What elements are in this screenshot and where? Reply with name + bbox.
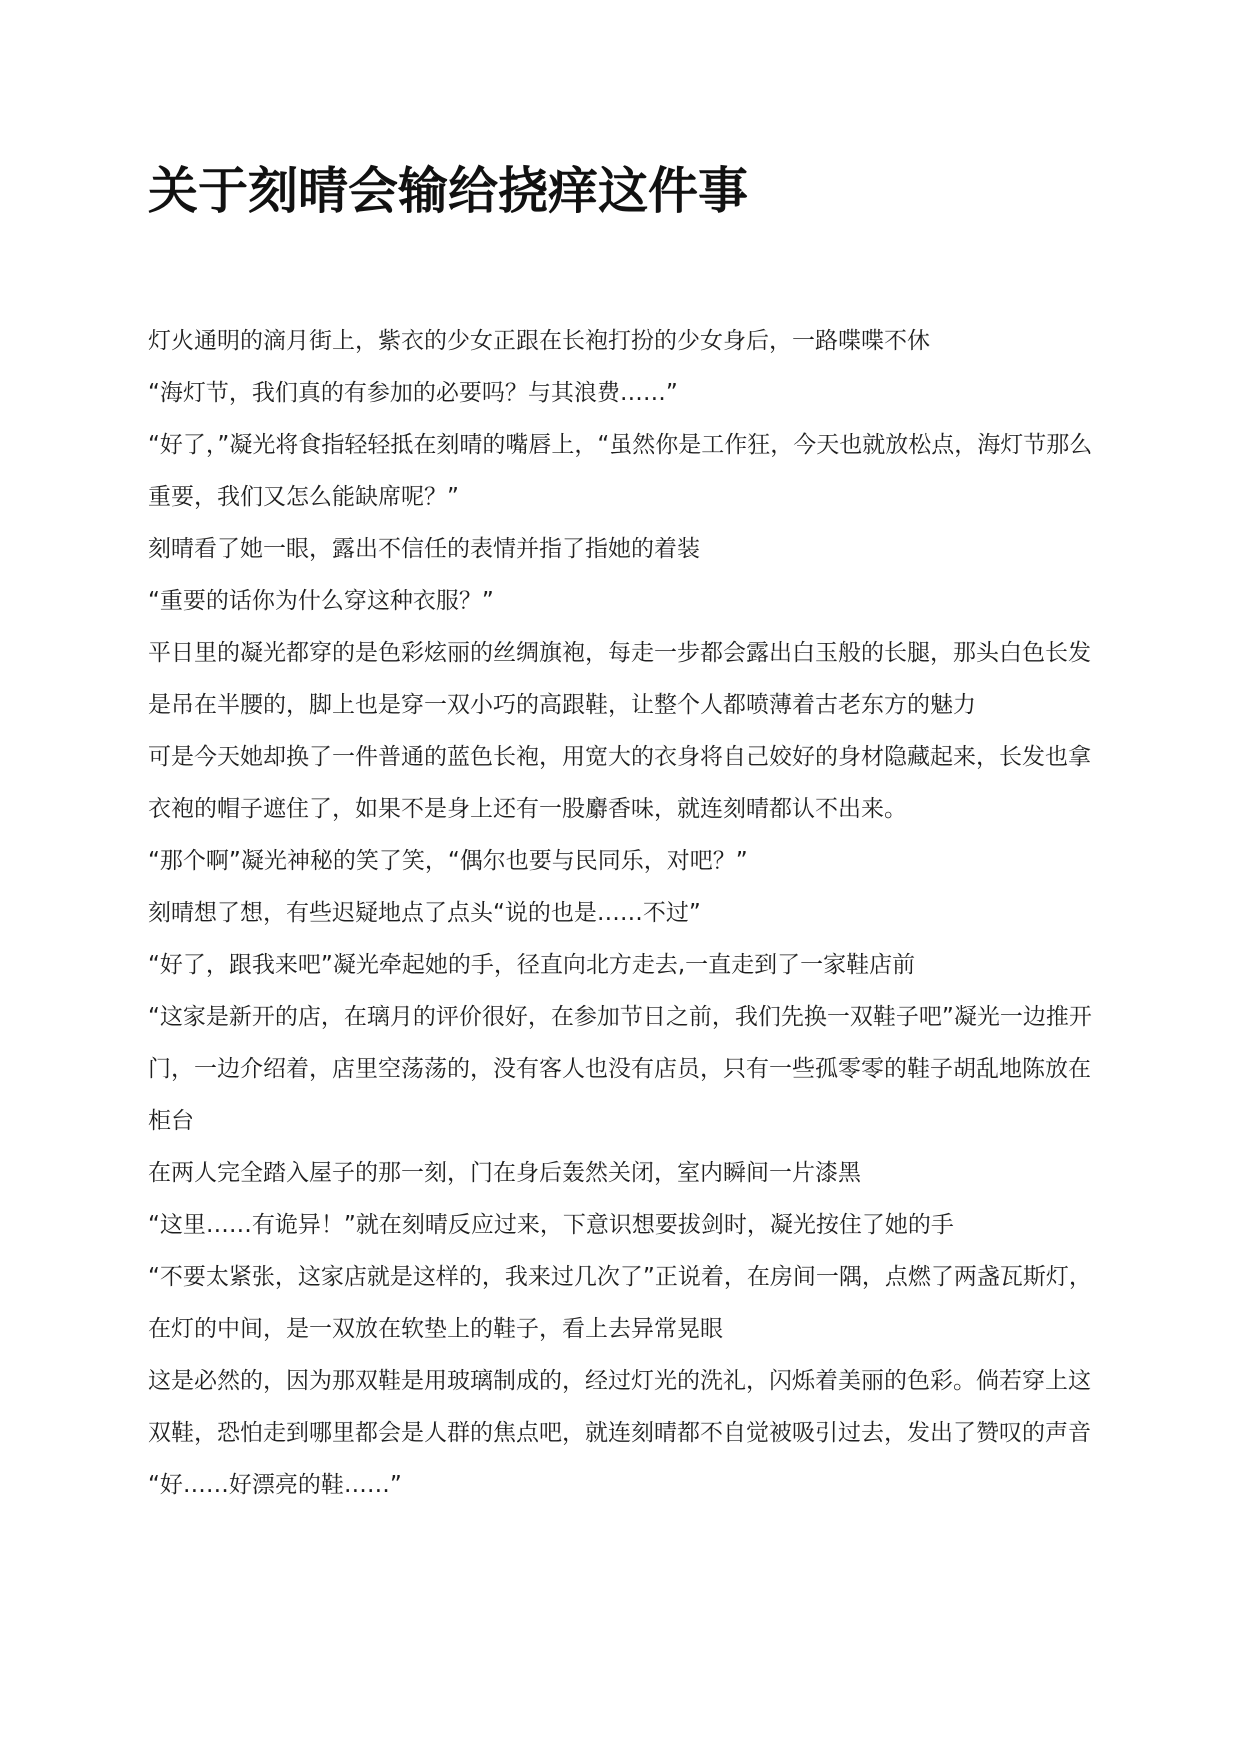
paragraph: “好了，跟我来吧”凝光牵起她的手，径直向北方走去,一直走到了一家鞋店前: [148, 952, 916, 978]
paragraph: “好……好漂亮的鞋……”: [148, 1472, 402, 1498]
paragraph: “不要太紧张，这家店就是这样的，我来过几次了”正说着，在房间一隅，点燃了两盏瓦斯灯，在灯的中间，是一双放在软垫上的鞋子，看上去异常晃眼: [148, 1264, 1092, 1342]
paragraph: 刻晴看了她一眼，露出不信任的表情并指了指她的着装: [148, 536, 700, 562]
paragraph: “那个啊”凝光神秘的笑了笑，“偶尔也要与民同乐，对吧？”: [148, 848, 748, 874]
paragraph: “海灯节，我们真的有参加的必要吗？与其浪费……”: [148, 380, 678, 406]
paragraph: “重要的话你为什么穿这种衣服？”: [148, 588, 494, 614]
paragraph: 在两人完全踏入屋子的那一刻，门在身后轰然关闭，室内瞬间一片漆黑: [148, 1160, 861, 1186]
paragraph: 这是必然的，因为那双鞋是用玻璃制成的，经过灯光的洗礼，闪烁着美丽的色彩。倘若穿上这双鞋，恐怕走到哪里都会是人群的焦点吧，就连刻晴都不自觉被吸引过去，发出了赞叹的声音: [148, 1368, 1091, 1446]
document-title: 关于刻晴会输给挠痒这件事: [148, 162, 748, 220]
paragraph: 平日里的凝光都穿的是色彩炫丽的丝绸旗袍，每走一步都会露出白玉般的长腿，那头白色长发是吊在半腰的，脚上也是穿一双小巧的高跟鞋，让整个人都喷薄着古老东方的魅力: [148, 640, 1091, 718]
paragraph: “好了，”凝光将食指轻轻抵在刻晴的嘴唇上，“虽然你是工作狂，今天也就放松点，海灯节那么重要，我们又怎么能缺席呢？”: [148, 432, 1093, 510]
document-body: [148, 315, 1094, 1511]
paragraph: “这家是新开的店，在璃月的评价很好，在参加节日之前，我们先换一双鞋子吧”凝光一边推开门，一边介绍着，店里空荡荡的，没有客人也没有店员，只有一些孤零零的鞋子胡乱地陈放在柜台: [148, 1004, 1092, 1134]
paragraph: 可是今天她却换了一件普通的蓝色长袍，用宽大的衣身将自己姣好的身材隐藏起来，长发也拿衣袍的帽子遮住了，如果不是身上还有一股麝香味，就连刻晴都认不出来。: [148, 744, 1091, 822]
paragraph: 灯火通明的滴月街上，紫衣的少女正跟在长袍打扮的少女身后，一路喋喋不休: [148, 328, 930, 354]
paragraph: “这里……有诡异！”就在刻晴反应过来，下意识想要拔剑时，凝光按住了她的手: [148, 1212, 954, 1238]
paragraph: 刻晴想了想，有些迟疑地点了点头“说的也是……不过”: [148, 900, 701, 926]
